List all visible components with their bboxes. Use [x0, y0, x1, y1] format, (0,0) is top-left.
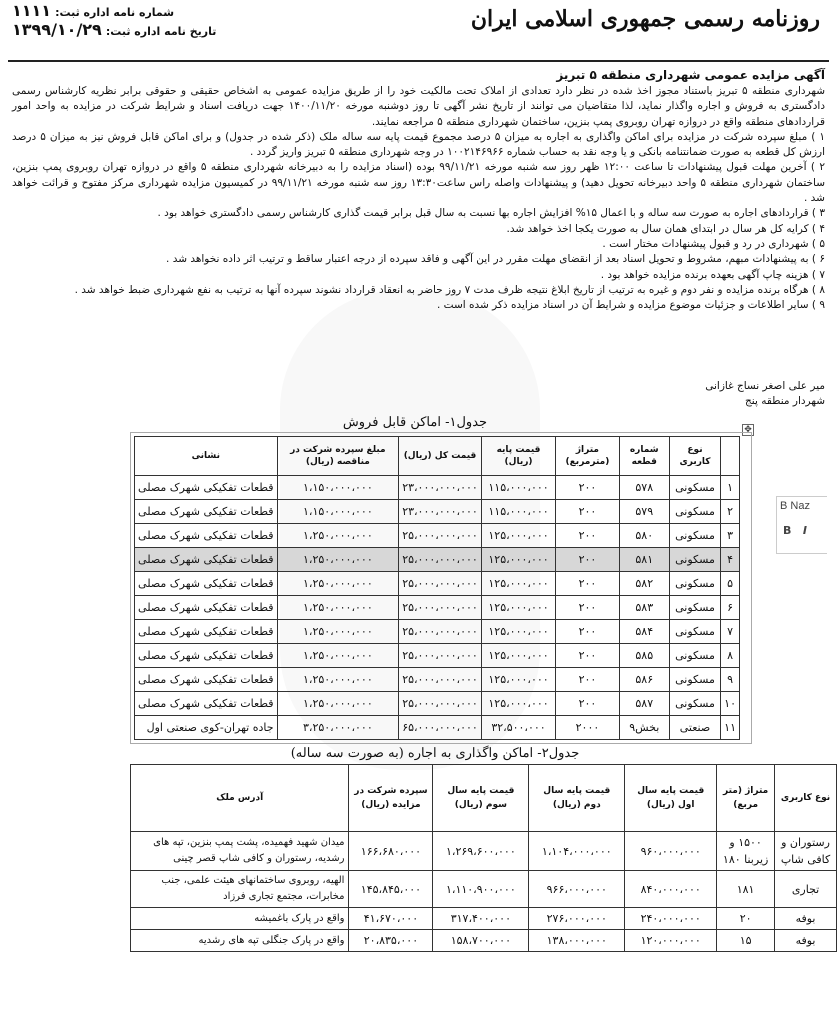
table-header-cell: نوع کاربری: [775, 765, 837, 832]
table-cell: ۲۰۰۰: [556, 716, 619, 740]
table-cell: ۶: [721, 596, 740, 620]
table-cell: قطعات تفکیکی شهرک مصلی: [135, 620, 278, 644]
ad-paragraph: ۳ ) قراردادهای اجاره به صورت سه ساله و با اعمال ۱۵% افزایش اجاره بها نسبت به سال قبل برابر قیمت گذاری کارشناس رسمی دادگستری خواهد بود .: [157, 207, 825, 220]
newspaper-header: [0, 0, 837, 58]
table-cell: ۹۶۰،۰۰۰،۰۰۰: [625, 832, 717, 871]
ad-paragraph: ۴ ) کرایه کل هر سال در ابتدای همان سال به صورت یکجا اخذ خواهد شد.: [506, 222, 825, 235]
ad-paragraph: ۹ ) سایر اطلاعات و جزئیات موضوع مزایده و شرایط آن در اسناد مزایده ذکر شده است .: [436, 299, 825, 312]
table-cell: الهیه، روبروی ساختمانهای هیئت علمی، جنب مخابرات، مجتمع تجاری فرزاد: [131, 871, 349, 908]
table-cell: مسکونی: [669, 692, 720, 716]
table-cell: ۹۶۶،۰۰۰،۰۰۰: [529, 871, 625, 908]
table-cell: ۱،۲۵۰،۰۰۰،۰۰۰: [277, 644, 399, 668]
table-cell: ۸: [721, 644, 740, 668]
table-cell: مسکونی: [669, 500, 720, 524]
table-cell: ۵۸۶: [619, 668, 669, 692]
table-cell: ۱۲۰،۰۰۰،۰۰۰: [625, 930, 717, 952]
table-cell: ۱۱: [721, 716, 740, 740]
table-row: [131, 930, 837, 952]
format-buttons: [783, 524, 827, 537]
table-cell: ۱۵۸،۷۰۰،۰۰۰: [433, 930, 529, 952]
table-header-cell: متراژ (مترمربع): [556, 437, 619, 476]
sale-properties-table: [134, 436, 740, 740]
table-cell: ۲۰۰: [556, 644, 619, 668]
table-cell: بخش۹: [619, 716, 669, 740]
table-cell: ۲۵،۰۰۰،۰۰۰،۰۰۰: [399, 548, 482, 572]
newspaper-title: روزنامه رسمی جمهوری اسلامی ایران: [470, 6, 820, 32]
table-cell: ۴۱،۶۷۰،۰۰۰: [349, 908, 433, 930]
table-cell: ۲۰۰: [556, 620, 619, 644]
table-cell: ۱۵: [717, 930, 775, 952]
table-cell: مسکونی: [669, 476, 720, 500]
table-row: [135, 716, 740, 740]
table-cell: ۱۲۵،۰۰۰،۰۰۰: [481, 668, 555, 692]
table-cell: مسکونی: [669, 548, 720, 572]
table-header-cell: قیمت کل (ریال): [399, 437, 482, 476]
table-cell: ۳: [721, 524, 740, 548]
table-cell: ۲: [721, 500, 740, 524]
table-move-handle-icon[interactable]: ✥: [742, 424, 754, 436]
table-cell: ۵۷۸: [619, 476, 669, 500]
table-row: [135, 692, 740, 716]
table-cell: قطعات تفکیکی شهرک مصلی: [135, 692, 278, 716]
table-cell: ۱،۱۵۰،۰۰۰،۰۰۰: [277, 500, 399, 524]
table-cell: مسکونی: [669, 644, 720, 668]
ad-paragraph: ۲ ) آخرین مهلت قبول پیشنهادات تا ساعت ۱۲:۰۰ ظهر روز سه شنبه مورخه ۹۹/۱۱/۲۱ بوده (اسناد مزایده را به دبیرخانه شهرداری منطقه ۵ واقع در دروازه تهران روبروی پمپ بنزین، ساختمان شهرداری منطقه ۵ واحد دبیرخانه تحویل دهید) و پیشنهادات واصله راس ساعت۱۳:۳۰ روز سه شنبه مورخه ۹۹/۱۱/۲۱ در کمیسیون مزایده شهرداری مرکز مفتوح و قرائت خواهد شد .: [12, 161, 825, 205]
table-cell: ۵۷۹: [619, 500, 669, 524]
table-header-cell: قیمت پایه سال اول (ریال): [625, 765, 717, 832]
table-row: [131, 832, 837, 871]
table-cell: ۲۰۰: [556, 476, 619, 500]
table-cell: ۲۵،۰۰۰،۰۰۰،۰۰۰: [399, 692, 482, 716]
table-cell: ۱،۲۵۰،۰۰۰،۰۰۰: [277, 668, 399, 692]
table-cell: واقع در پارک باغمیشه: [131, 908, 349, 930]
reg-number-row: [12, 2, 252, 21]
table-cell: ۱۲۵،۰۰۰،۰۰۰: [481, 548, 555, 572]
reg-date-row: [12, 21, 252, 40]
ad-paragraph: ۱ ) مبلغ سپرده شرکت در مزایده برای اماکن واگذاری به اجاره به میزان ۵ درصد مجموع قیمت پایه سه ساله ملک (ذکر شده در جدول) و برای اماکن قابل فروش نیز به میزان ۵ درصد ارزش کل قطعه به صورت ضمانتنامه بانکی و یا وجه نقد به حساب شماره ۱۰۰۲۱۴۶۹۶۶ در وجه شهرداری منطقه ۵ تبریز واریز گردد .: [12, 130, 825, 159]
ad-body: [12, 84, 825, 313]
table-cell: ۲۳،۰۰۰،۰۰۰،۰۰۰: [399, 500, 482, 524]
table-cell: ۱۲۵،۰۰۰،۰۰۰: [481, 596, 555, 620]
table-cell: ۱،۲۵۰،۰۰۰،۰۰۰: [277, 620, 399, 644]
table-header-cell: آدرس ملک: [131, 765, 349, 832]
table-header-cell: نوع کاربری: [669, 437, 720, 476]
table-row: [135, 500, 740, 524]
table-header-cell: شماره قطعه: [619, 437, 669, 476]
table-cell: ۵۸۱: [619, 548, 669, 572]
table-cell: جاده تهران-کوی صنعتی اول: [135, 716, 278, 740]
table-cell: قطعات تفکیکی شهرک مصلی: [135, 524, 278, 548]
table-cell: ۲۰،۸۳۵،۰۰۰: [349, 930, 433, 952]
table-cell: ۲۳،۰۰۰،۰۰۰،۰۰۰: [399, 476, 482, 500]
table-cell: میدان شهید فهمیده، پشت پمپ بنزین، تپه های رشدیه، رستوران و کافی شاپ قصر چینی: [131, 832, 349, 871]
ad-paragraph: شهرداری منطقه ۵ تبریز باستناد مجوز اخذ شده در نظر دارد تعدادی از املاک تحت مالکیت خود را از طریق مزایده عمومی به اشخاص حقیقی و حقوقی برابر نظریه کارشناس رسمی دادگستری به فروش و اجاره واگذار نماید، لذا متقاضیان می توانند از تاریخ نشر آگهی تا روز دوشنبه مورخه ۱۴۰۰/۱۱/۲۰ جهت دریافت اسناد و شرایط شرکت در مزایده به واحد امور قراردادهای منطقه واقع در دروازه تهران روبروی پمپ بنزین، ساختمان شهرداری منطقه ۵ مراجعه نمایند.: [12, 85, 825, 128]
table-cell: ۲۴۰،۰۰۰،۰۰۰: [625, 908, 717, 930]
table-cell: بوفه: [775, 930, 837, 952]
table-cell: ۴: [721, 548, 740, 572]
table-cell: ۲۵،۰۰۰،۰۰۰،۰۰۰: [399, 668, 482, 692]
table-cell: ۲۵،۰۰۰،۰۰۰،۰۰۰: [399, 644, 482, 668]
table-cell: ۳۱۷،۴۰۰،۰۰۰: [433, 908, 529, 930]
signer-name: میر علی اصغر نساج غازانی: [705, 380, 825, 392]
table-cell: واقع در پارک جنگلی تپه های رشدیه: [131, 930, 349, 952]
table-cell: ۱،۱۱۰،۹۰۰،۰۰۰: [433, 871, 529, 908]
table-row: [135, 644, 740, 668]
table-header-cell: قیمت پایه (ریال): [481, 437, 555, 476]
table-cell: ۲۰۰: [556, 524, 619, 548]
table-header-cell: قیمت پایه سال دوم (ریال): [529, 765, 625, 832]
bold-button[interactable]: B: [783, 524, 792, 537]
table-cell: قطعات تفکیکی شهرک مصلی: [135, 500, 278, 524]
header-divider: [8, 60, 829, 62]
table-cell: ۵۸۰: [619, 524, 669, 548]
table-cell: ۲۷۶،۰۰۰،۰۰۰: [529, 908, 625, 930]
formatting-panel: [776, 496, 827, 554]
table-header-row: [131, 765, 837, 832]
table-cell: ۱،۱۰۴،۰۰۰،۰۰۰: [529, 832, 625, 871]
table-cell: ۳،۲۵۰،۰۰۰،۰۰۰: [277, 716, 399, 740]
table-cell: قطعات تفکیکی شهرک مصلی: [135, 572, 278, 596]
table-cell: ۱۱۵،۰۰۰،۰۰۰: [481, 476, 555, 500]
table-cell: قطعات تفکیکی شهرک مصلی: [135, 668, 278, 692]
table-cell: ۳۲،۵۰۰،۰۰۰: [481, 716, 555, 740]
table-cell: قطعات تفکیکی شهرک مصلی: [135, 476, 278, 500]
table-cell: ۱۸۱: [717, 871, 775, 908]
table-cell: ۱۲۵،۰۰۰،۰۰۰: [481, 572, 555, 596]
signature-block: [705, 379, 825, 409]
table-header-cell: متراژ (متر مربع): [717, 765, 775, 832]
table-cell: ۲۵،۰۰۰،۰۰۰،۰۰۰: [399, 524, 482, 548]
table-cell: ۶۵،۰۰۰،۰۰۰،۰۰۰: [399, 716, 482, 740]
table1-caption: جدول۱- اماکن قابل فروش: [342, 415, 488, 430]
table-row: [135, 524, 740, 548]
table-cell: ۲۵،۰۰۰،۰۰۰،۰۰۰: [399, 572, 482, 596]
table-cell: ۱۲۵،۰۰۰،۰۰۰: [481, 524, 555, 548]
table-cell: قطعات تفکیکی شهرک مصلی: [135, 548, 278, 572]
table-cell: ۵۸۲: [619, 572, 669, 596]
table-cell: ۵۸۳: [619, 596, 669, 620]
table-cell: ۱۱۵،۰۰۰،۰۰۰: [481, 500, 555, 524]
table-row: [135, 548, 740, 572]
table-row: [135, 572, 740, 596]
table-cell: ۱،۱۵۰،۰۰۰،۰۰۰: [277, 476, 399, 500]
table-cell: ۱،۲۵۰،۰۰۰،۰۰۰: [277, 524, 399, 548]
registration-info: [12, 2, 252, 40]
ad-paragraph: ۸ ) هرگاه برنده مزایده و نفر دوم و غیره به ترتیب از تاریخ ابلاغ نتیجه ظرف مدت ۷ روز حاضر به انعقاد قرارداد نشوند سپرده آنها به ترتیب به نفع شهرداری ضبط خواهد شد .: [74, 283, 825, 296]
table-cell: مسکونی: [669, 596, 720, 620]
table-cell: ۱۴۵،۸۴۵،۰۰۰: [349, 871, 433, 908]
table-header-cell: مبلغ سپرده شرکت در مناقصه (ریال): [277, 437, 399, 476]
rental-properties-table: [130, 764, 837, 952]
table-row: [135, 596, 740, 620]
ad-paragraph: ۷ ) هزینه چاپ آگهی بعهده برنده مزایده خواهد بود .: [600, 268, 825, 281]
table-cell: ۲۰۰: [556, 548, 619, 572]
table-cell: ۸۴۰،۰۰۰،۰۰۰: [625, 871, 717, 908]
table-cell: ۲۰۰: [556, 668, 619, 692]
table-header-cell: [721, 437, 740, 476]
table-row: [131, 908, 837, 930]
table-row: [135, 476, 740, 500]
table-cell: ۲۵،۰۰۰،۰۰۰،۰۰۰: [399, 620, 482, 644]
table-cell: ۱،۲۵۰،۰۰۰،۰۰۰: [277, 596, 399, 620]
reg-number-label: شماره نامه اداره ثبت:: [55, 6, 175, 19]
reg-date: ۱۳۹۹/۱۰/۲۹: [12, 20, 102, 39]
table-cell: مسکونی: [669, 572, 720, 596]
table-cell: ۷: [721, 620, 740, 644]
table-row: [131, 871, 837, 908]
table-cell: ۲۵،۰۰۰،۰۰۰،۰۰۰: [399, 596, 482, 620]
table-row: [135, 668, 740, 692]
table-cell: قطعات تفکیکی شهرک مصلی: [135, 644, 278, 668]
table-cell: ۱۰: [721, 692, 740, 716]
table-cell: ۱۳۸،۰۰۰،۰۰۰: [529, 930, 625, 952]
ad-title: آگهی مزایده عمومی شهرداری منطقه ۵ تبریز: [556, 68, 825, 82]
table-cell: ۱: [721, 476, 740, 500]
signer-title: شهردار منطقه پنج: [745, 395, 825, 407]
table-cell: ۱۶۶،۶۸۰،۰۰۰: [349, 832, 433, 871]
table-cell: ۱،۲۵۰،۰۰۰،۰۰۰: [277, 548, 399, 572]
table-cell: ۲۰۰: [556, 572, 619, 596]
table-cell: ۱۲۵،۰۰۰،۰۰۰: [481, 644, 555, 668]
table-cell: مسکونی: [669, 668, 720, 692]
table-cell: مسکونی: [669, 524, 720, 548]
table-cell: ۱،۲۵۰،۰۰۰،۰۰۰: [277, 692, 399, 716]
table2-caption: جدول۲- اماکن واگذاری به اجاره (به صورت سه ساله): [290, 746, 580, 761]
table-cell: ۵۸۵: [619, 644, 669, 668]
table-cell: رستوران و کافی شاپ: [775, 832, 837, 871]
table-header-cell: قیمت پایه سال سوم (ریال): [433, 765, 529, 832]
table-header-cell: سپرده شرکت در مزایده (ریال): [349, 765, 433, 832]
table-cell: صنعتی: [669, 716, 720, 740]
table-cell: ۱،۲۶۹،۶۰۰،۰۰۰: [433, 832, 529, 871]
table-cell: مسکونی: [669, 620, 720, 644]
ad-paragraph: ۶ ) به پیشنهادات مبهم، مشروط و تحویل اسناد بعد از انقضای مهلت مقرر در این آگهی و فاقد سپرده از درجه اعتبار ساقط و ترتیب اثر داده نخواهد شد .: [166, 253, 825, 266]
table-header-cell: نشانی: [135, 437, 278, 476]
table-cell: تجاری: [775, 871, 837, 908]
table-cell: ۲۰۰: [556, 596, 619, 620]
table-cell: ۲۰۰: [556, 692, 619, 716]
table-cell: ۹: [721, 668, 740, 692]
table-cell: ۲۰: [717, 908, 775, 930]
font-name-input[interactable]: B Naz: [780, 500, 810, 512]
table-cell: ۵۸۴: [619, 620, 669, 644]
table-cell: ۲۰۰: [556, 500, 619, 524]
table-header-row: [135, 437, 740, 476]
italic-button[interactable]: I: [802, 524, 807, 537]
table-cell: ۱۲۵،۰۰۰،۰۰۰: [481, 692, 555, 716]
table-cell: ۱۵۰۰ و زیربنا ۱۸۰: [717, 832, 775, 871]
table-cell: قطعات تفکیکی شهرک مصلی: [135, 596, 278, 620]
table-cell: ۵۸۷: [619, 692, 669, 716]
table-cell: ۱۲۵،۰۰۰،۰۰۰: [481, 620, 555, 644]
ad-paragraph: ۵ ) شهرداری در رد و قبول پیشنهادات مختار است .: [602, 237, 825, 250]
table-row: [135, 620, 740, 644]
reg-date-label: تاریخ نامه اداره ثبت:: [105, 25, 217, 38]
reg-number: ۱۱۱۱: [12, 1, 52, 20]
table-cell: ۵: [721, 572, 740, 596]
table-cell: ۱،۲۵۰،۰۰۰،۰۰۰: [277, 572, 399, 596]
table-cell: بوفه: [775, 908, 837, 930]
